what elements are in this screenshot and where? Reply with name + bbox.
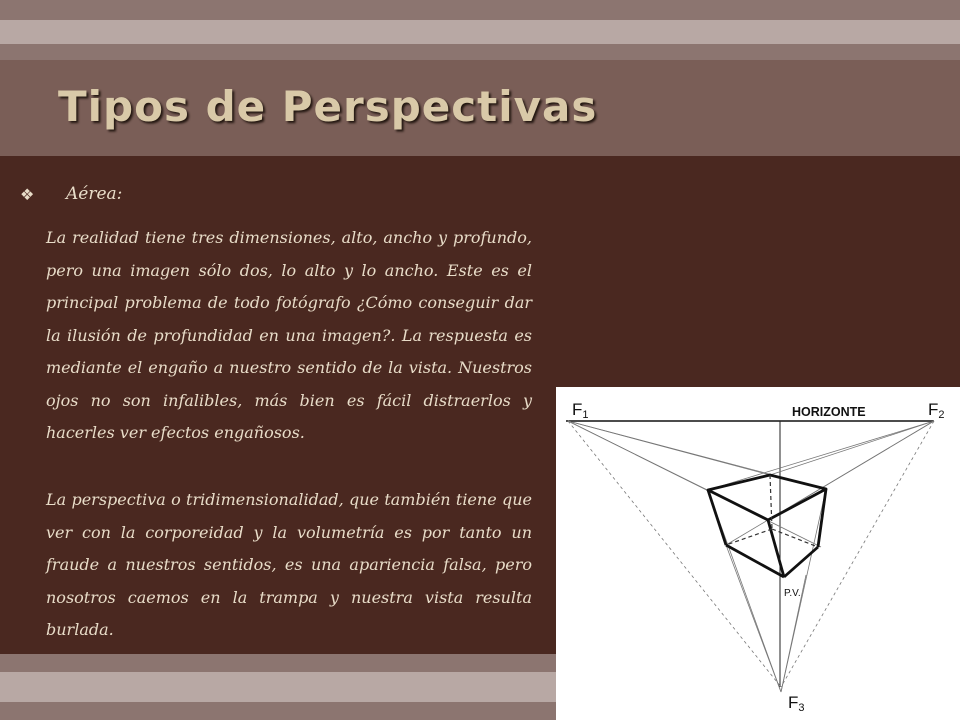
bullet-label: Aérea: <box>66 184 123 204</box>
paragraph-2: La perspectiva o tridimensionalidad, que también tiene que ver con la corporeidad y la volumetría es por tanto un fraude a nuestros sentidos, es una apariencia falsa, pero nosotros caemos en la trampa y nuestra vista resulta burlada. <box>46 490 532 639</box>
perspective-diagram-svg <box>556 387 960 720</box>
four-diamond-bullet-icon: ❖ <box>20 184 35 204</box>
perspective-diagram <box>556 387 960 720</box>
f1-label: F1 <box>572 400 589 421</box>
header-stripe-top <box>0 0 960 20</box>
bullet-row <box>20 184 122 204</box>
paragraph-1: La realidad tiene tres dimensiones, alto, ancho y profundo, pero una imagen sólo dos, lo alto y lo ancho. Este es el principal problema de todo fotógrafo ¿Cómo conseguir dar la ilusión de profundidad en una imagen?. La respuesta es mediante el engaño a nuestro sentido de la vista. Nuestros ojos no son infalibles, más bien es fácil distraerlos y hacerles ver efectos engañosos. <box>46 228 532 442</box>
slide-title: Tipos de Perspectivas <box>58 82 598 131</box>
header-stripe-light <box>0 20 960 44</box>
cube-visible-edges <box>708 475 826 577</box>
f2-label: F2 <box>928 400 945 421</box>
f1-construction-lines <box>568 421 826 687</box>
horizon-label: HORIZONTE <box>792 405 866 419</box>
pv-label: P.V. <box>784 588 801 599</box>
header-stripe-bottom <box>0 44 960 60</box>
f3-label: F3 <box>788 693 805 714</box>
